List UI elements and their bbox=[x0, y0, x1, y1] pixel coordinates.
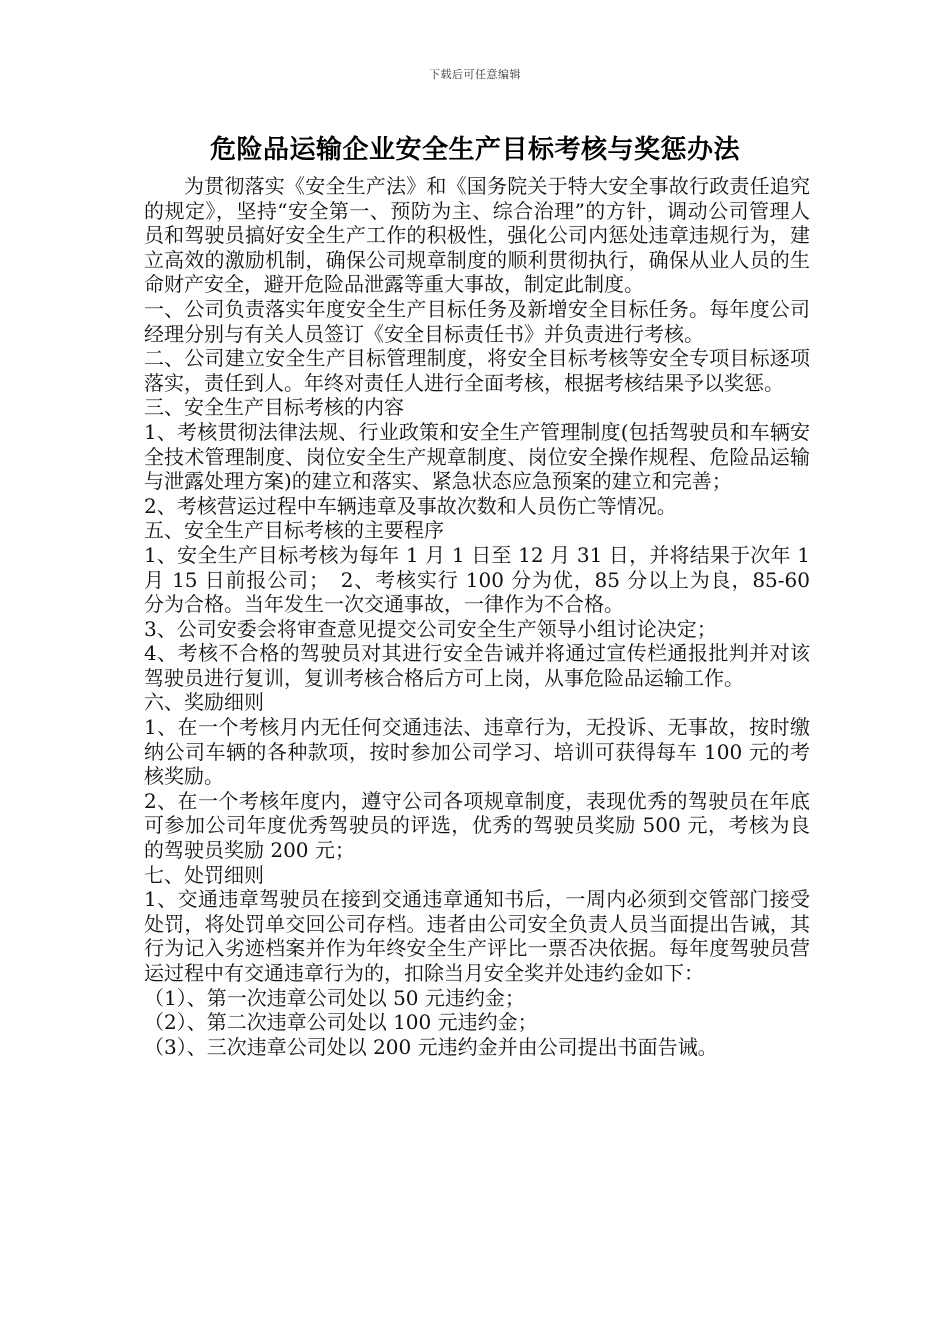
document-title: 危险品运输企业安全生产目标考核与奖惩办法 bbox=[209, 135, 740, 165]
intro-paragraph: 为贯彻落实《安全生产法》和《国务院关于特大安全事故行政责任追究的规定》，坚持“安全第一、预防为主、综合治理”的方针，调动公司管理人员和驾驶员搞好安全生产工作的积极性，强化公司内惩处违章违规行为，建立高效的激励机制，确保公司规章制度的顺利贯彻执行，确保从业人员的生命财产安全，避开危险品泄露等重大事故，制定此制度。 bbox=[144, 174, 810, 297]
penalty-item-1: （1）、第一次违章公司处以 50 元违约金； bbox=[144, 985, 525, 1010]
section-six-item-2: 2、在一个考核年度内，遵守公司各项规章制度，表现优秀的驾驶员在年底可参加公司年度优秀驾驶员的评选，优秀的驾驶员奖励 500 元，考核为良的驾驶员奖励 200 元； bbox=[144, 788, 810, 863]
section-two-paragraph: 二、公司建立安全生产目标管理制度，将安全目标考核等安全专项目标逐项落实，责任到人。年终对责任人进行全面考核，根据考核结果予以奖惩。 bbox=[144, 346, 810, 395]
section-five-item-1-2: 1、安全生产目标考核为每年 1 月 1 日至 12 月 31 日，并将结果于次年 1 月 15 日前报公司； 2、考核实行 100 分为优，85 分以上为良，85-60 分为合格。当年发生一次交通事故，一律作为不合格。 bbox=[144, 542, 810, 617]
section-three-item-1: 1、考核贯彻法律法规、行业政策和安全生产管理制度(包括驾驶员和车辆安全技术管理制度、岗位安全生产规章制度、岗位安全操作规程、危险品运输与泄露处理方案)的建立和落实、紧急状态应急预案的建立和完善； bbox=[144, 419, 810, 494]
section-seven-heading: 七、处罚细则 bbox=[144, 862, 264, 887]
section-three-item-2: 2、考核营运过程中车辆违章及事故次数和人员伤亡等情况。 bbox=[144, 493, 677, 518]
document-body bbox=[144, 174, 810, 1059]
section-five-item-3: 3、公司安委会将审查意见提交公司安全生产领导小组讨论决定； bbox=[144, 616, 717, 641]
section-one-paragraph: 一、公司负责落实年度安全生产目标任务及新增安全目标任务。每年度公司经理分别与有关人员签订《安全目标责任书》并负责进行考核。 bbox=[144, 296, 810, 346]
section-three-heading: 三、安全生产目标考核的内容 bbox=[144, 395, 404, 420]
section-seven-item-1: 1、交通违章驾驶员在接到交通违章通知书后，一周内必须到交管部门接受处罚，将处罚单交回公司存档。违者由公司安全负责人员当面提出告诫，其行为记入劣迹档案并作为年终安全生产评比一票否决依据。每年度驾驶员营运过程中有交通违章行为的，扣除当月安全奖并处违约金如下： bbox=[144, 887, 810, 985]
penalty-item-3: （3）、三次违章公司处以 200 元违约金并由公司提出书面告诫。 bbox=[144, 1034, 718, 1059]
section-six-item-1: 1、在一个考核月内无任何交通违法、违章行为，无投诉、无事故，按时缴纳公司车辆的各种款项，按时参加公司学习、培训可获得每车 100 元的考核奖励。 bbox=[144, 715, 810, 789]
penalty-item-2: （2）、第二次违章公司处以 100 元违约金； bbox=[144, 1010, 538, 1035]
section-six-heading: 六、奖励细则 bbox=[144, 690, 264, 715]
section-five-heading: 五、安全生产目标考核的主要程序 bbox=[144, 518, 444, 543]
section-five-item-4: 4、考核不合格的驾驶员对其进行安全告诫并将通过宣传栏通报批判并对该驾驶员进行复训，复训考核合格后方可上岗，从事危险品运输工作。 bbox=[144, 641, 810, 690]
header-note: 下载后可任意编辑 bbox=[429, 68, 521, 81]
